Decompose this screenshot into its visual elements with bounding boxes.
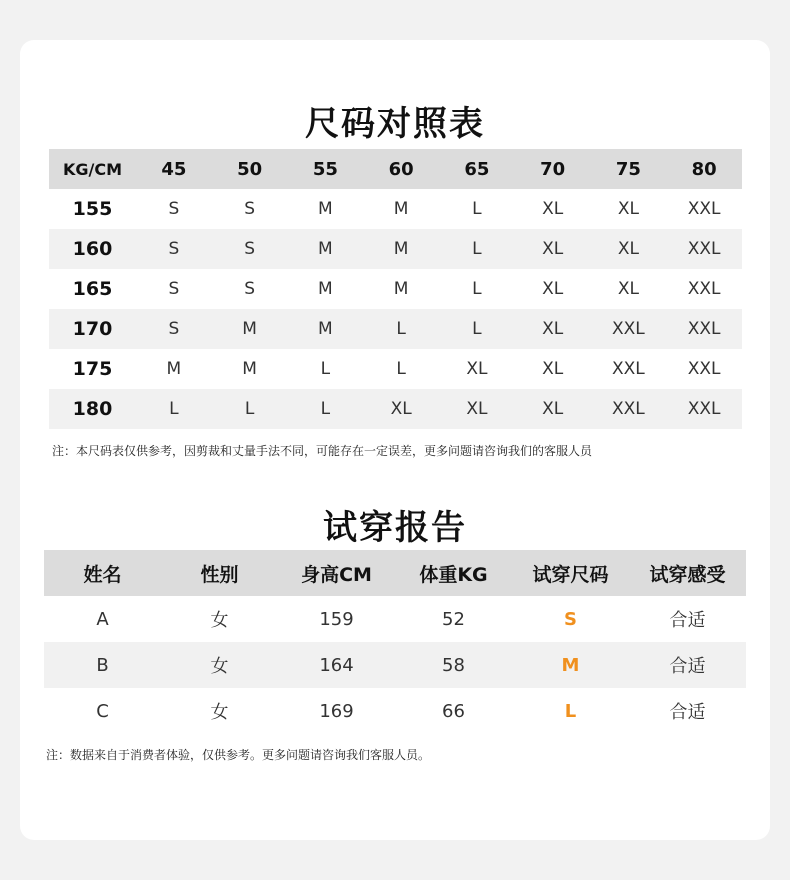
size-cell: L [396,359,406,379]
trial-report-table [44,550,746,734]
size-cell: XL [617,199,639,219]
weight-header: 70 [515,149,591,189]
size-cell: XXL [591,389,667,429]
weight-header: 80 [666,149,742,189]
size-cell: XL [439,389,515,429]
height-cell: 170 [49,309,136,349]
height-cell: 164 [278,642,395,688]
table-row [44,688,746,734]
size-cell: M [393,279,409,299]
height-cell: 165 [72,278,113,300]
size-cell: L [212,389,288,429]
size-cell: M [393,199,409,219]
size-cell: XXL [687,279,721,299]
table-row [44,642,746,688]
feeling-cell: 合适 [669,610,706,631]
gender-cell: 女 [210,610,229,631]
size-cell: M [363,229,439,269]
size-cell: M [166,359,182,379]
size-cell: S [136,229,212,269]
size-cell: L [363,309,439,349]
size-cell: XL [591,229,667,269]
size-cell: M [212,309,288,349]
column-header: 身高CM [278,550,395,596]
size-cell: L [439,229,515,269]
weight-header: 50 [212,149,288,189]
size-cell: M [242,359,257,379]
table-row [49,309,742,349]
size-cell: XXL [687,199,721,219]
table-row [49,189,742,229]
size-chart-title: 尺码对照表 [305,104,485,144]
column-header: 体重KG [395,550,512,596]
size-cell: XL [515,389,591,429]
size-cell: XL [617,279,639,299]
size-cell: XL [515,229,591,269]
column-header: 性别 [161,550,278,596]
height-cell: 159 [319,608,354,630]
weight-header: 65 [439,149,515,189]
trial-size-cell: L [564,700,577,722]
trial-report-title: 试穿报告 [323,508,467,548]
size-cell: L [472,199,482,219]
height-cell: 169 [319,700,354,722]
name-cell: C [96,700,109,722]
height-cell: 180 [49,389,136,429]
size-cell: L [136,389,212,429]
size-cell: XXL [666,229,742,269]
trial-report-note: 注：数据来自于消费者体验，仅供参考。更多问题请咨询我们客服人员。 [46,748,431,762]
table-row [44,596,746,642]
size-cell: L [439,309,515,349]
feeling-cell: 合适 [669,702,706,723]
gender-cell: 女 [161,642,278,688]
trial-size-cell: M [512,642,629,688]
height-cell: 155 [72,198,113,220]
size-chart-table [49,149,742,429]
weight-cell: 52 [442,608,465,630]
size-cell: XXL [687,359,721,379]
size-cell: L [288,389,364,429]
size-cell: L [320,359,331,379]
size-chart-header-row [49,149,742,189]
size-cell: S [136,309,212,349]
size-cell: XXL [666,309,742,349]
size-cell: S [168,279,180,299]
weight-header: 45 [136,149,212,189]
size-cell: XL [542,279,564,299]
size-cell: S [244,279,256,299]
weight-header: 75 [591,149,667,189]
feeling-cell: 合适 [629,642,746,688]
height-cell: 175 [72,358,113,380]
size-cell: XL [542,199,564,219]
size-cell: XXL [611,359,645,379]
size-cell: L [472,279,482,299]
weight-cell: 66 [442,700,465,722]
size-cell: XL [542,359,564,379]
trial-report-header-row [44,550,746,596]
size-cell: M [288,229,364,269]
weight-header: 60 [363,149,439,189]
size-cell: XL [466,359,488,379]
column-header: 姓名 [44,550,161,596]
name-cell: A [96,608,109,630]
size-cell: S [168,199,180,219]
size-cell: M [288,309,364,349]
weight-header: 55 [288,149,364,189]
size-cell: S [244,199,256,219]
column-header: 试穿感受 [629,550,746,596]
size-cell: XL [515,309,591,349]
gender-cell: 女 [210,702,229,723]
size-chart-note: 注：本尺码表仅供参考，因剪裁和丈量手法不同，可能存在一定误差，更多问题请咨询我们的客服人员 [52,444,593,458]
size-cell: M [318,199,333,219]
weight-cell: 58 [395,642,512,688]
corner-label: KG/CM [49,149,136,189]
trial-size-cell: S [564,608,577,630]
size-cell: S [212,229,288,269]
column-header: 试穿尺码 [512,550,629,596]
table-row [49,349,742,389]
height-cell: 160 [49,229,136,269]
table-row [49,389,742,429]
size-cell: M [318,279,333,299]
table-row [49,229,742,269]
size-cell: XL [363,389,439,429]
table-row [49,269,742,309]
size-cell: XXL [666,389,742,429]
name-cell: B [44,642,161,688]
size-cell: XXL [591,309,667,349]
